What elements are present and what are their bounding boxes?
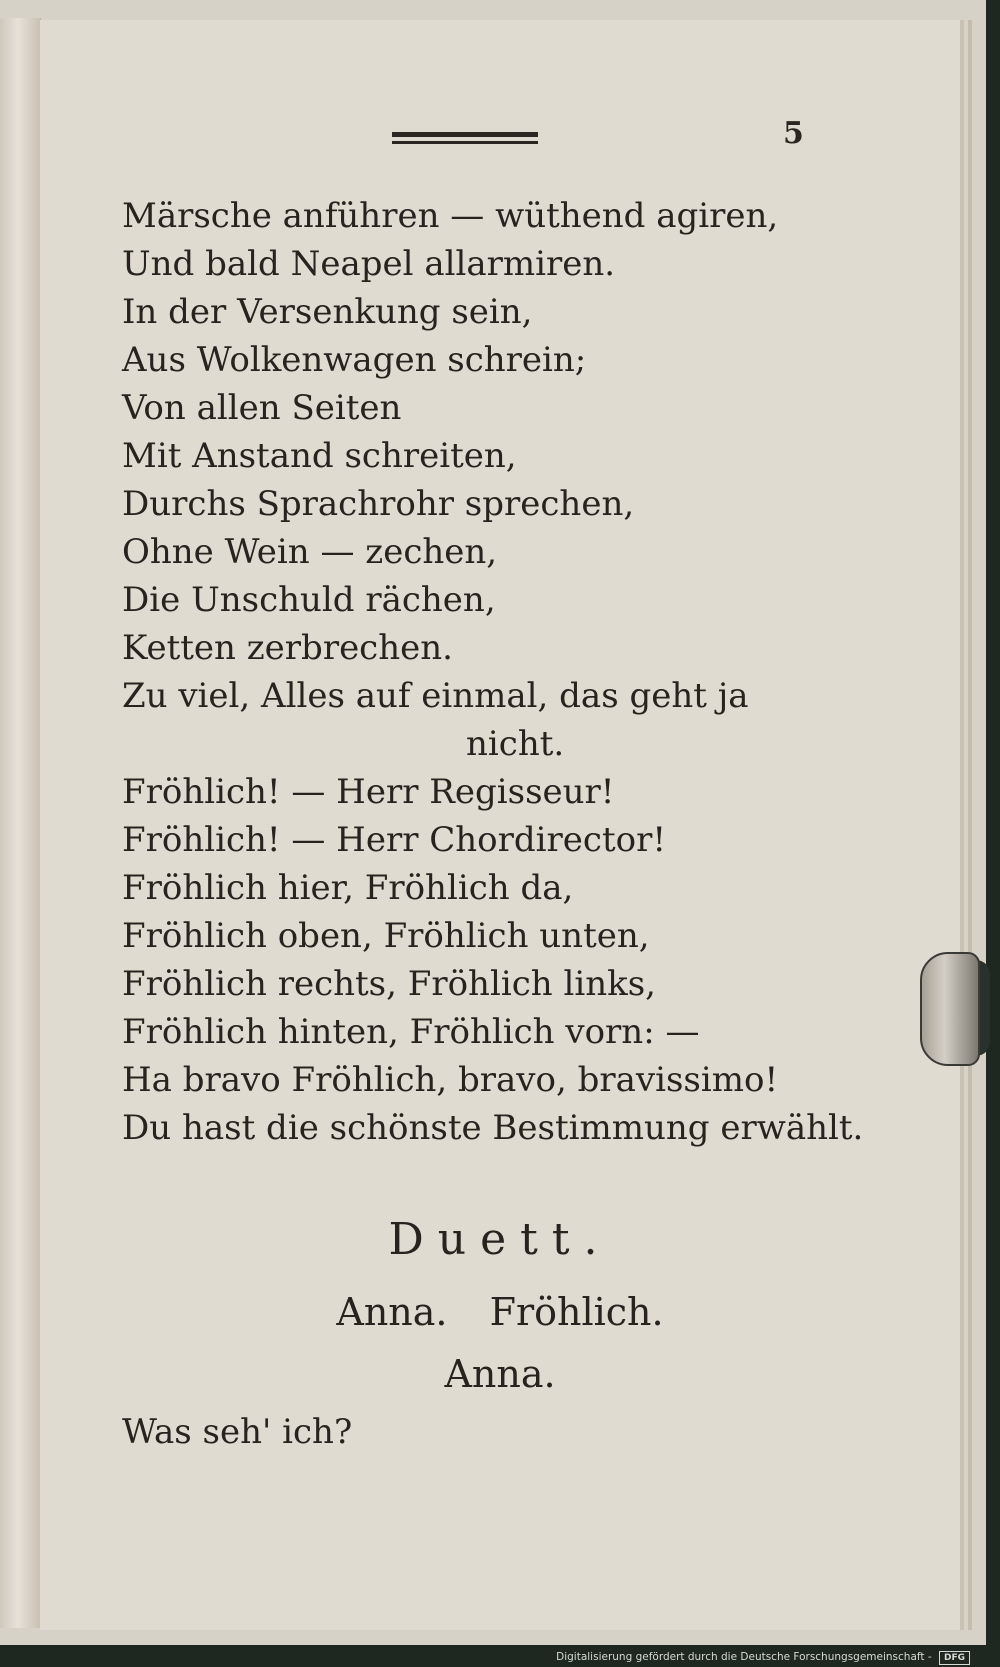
verse-line: Ha bravo Fröhlich, bravo, bravissimo! <box>122 1060 779 1100</box>
verse-line: Fröhlich hinten, Fröhlich vorn: — <box>122 1012 700 1052</box>
speaker-name: Anna. <box>444 1352 556 1396</box>
verse-line: Zu viel, Alles auf einmal, das geht ja <box>122 676 749 716</box>
dialogue-line: Was seh' ich? <box>122 1412 353 1452</box>
header-rule <box>392 132 538 148</box>
verse-line: Fröhlich oben, Fröhlich unten, <box>122 916 650 956</box>
verse-line: Von allen Seiten <box>122 388 402 428</box>
verse-line: Mit Anstand schreiten, <box>122 436 517 476</box>
verse-line: Und bald Neapel allarmiren. <box>122 244 616 284</box>
verse-line: In der Versenkung sein, <box>122 292 533 332</box>
verse-line: Ohne Wein — zechen, <box>122 532 498 572</box>
verse-line: Aus Wolkenwagen schrein; <box>122 340 587 380</box>
digitization-footer: Digitalisierung gefördert durch die Deutsche Forschungsgemeinschaft - DFG <box>556 1648 970 1667</box>
verse-line: Fröhlich! — Herr Chordirector! <box>122 820 666 860</box>
verse-line: Ketten zerbrechen. <box>122 628 453 668</box>
verse-line-continuation: nicht. <box>466 724 565 764</box>
section-heading-duett: Duett. <box>388 1214 612 1265</box>
verse-line: Fröhlich rechts, Fröhlich links, <box>122 964 656 1004</box>
verse-line: Durchs Sprachrohr sprechen, <box>122 484 635 524</box>
verse-line: Die Unschuld rächen, <box>122 580 496 620</box>
verse-line: Fröhlich! — Herr Regisseur! <box>122 772 615 812</box>
duett-roles: Anna. Fröhlich. <box>336 1290 664 1334</box>
footer-credit: Digitalisierung gefördert durch die Deutsche Forschungsgemeinschaft <box>556 1651 925 1663</box>
page-number: 5 <box>783 116 804 151</box>
dfg-logo: DFG <box>939 1651 970 1665</box>
verse-line: Du hast die schönste Bestimmung erwählt. <box>122 1108 864 1148</box>
binder-clip <box>920 952 980 1066</box>
verse-line: Fröhlich hier, Fröhlich da, <box>122 868 574 908</box>
verse-line: Märsche anführen — wüthend agiren, <box>122 196 779 236</box>
verse-text <box>122 192 864 1152</box>
